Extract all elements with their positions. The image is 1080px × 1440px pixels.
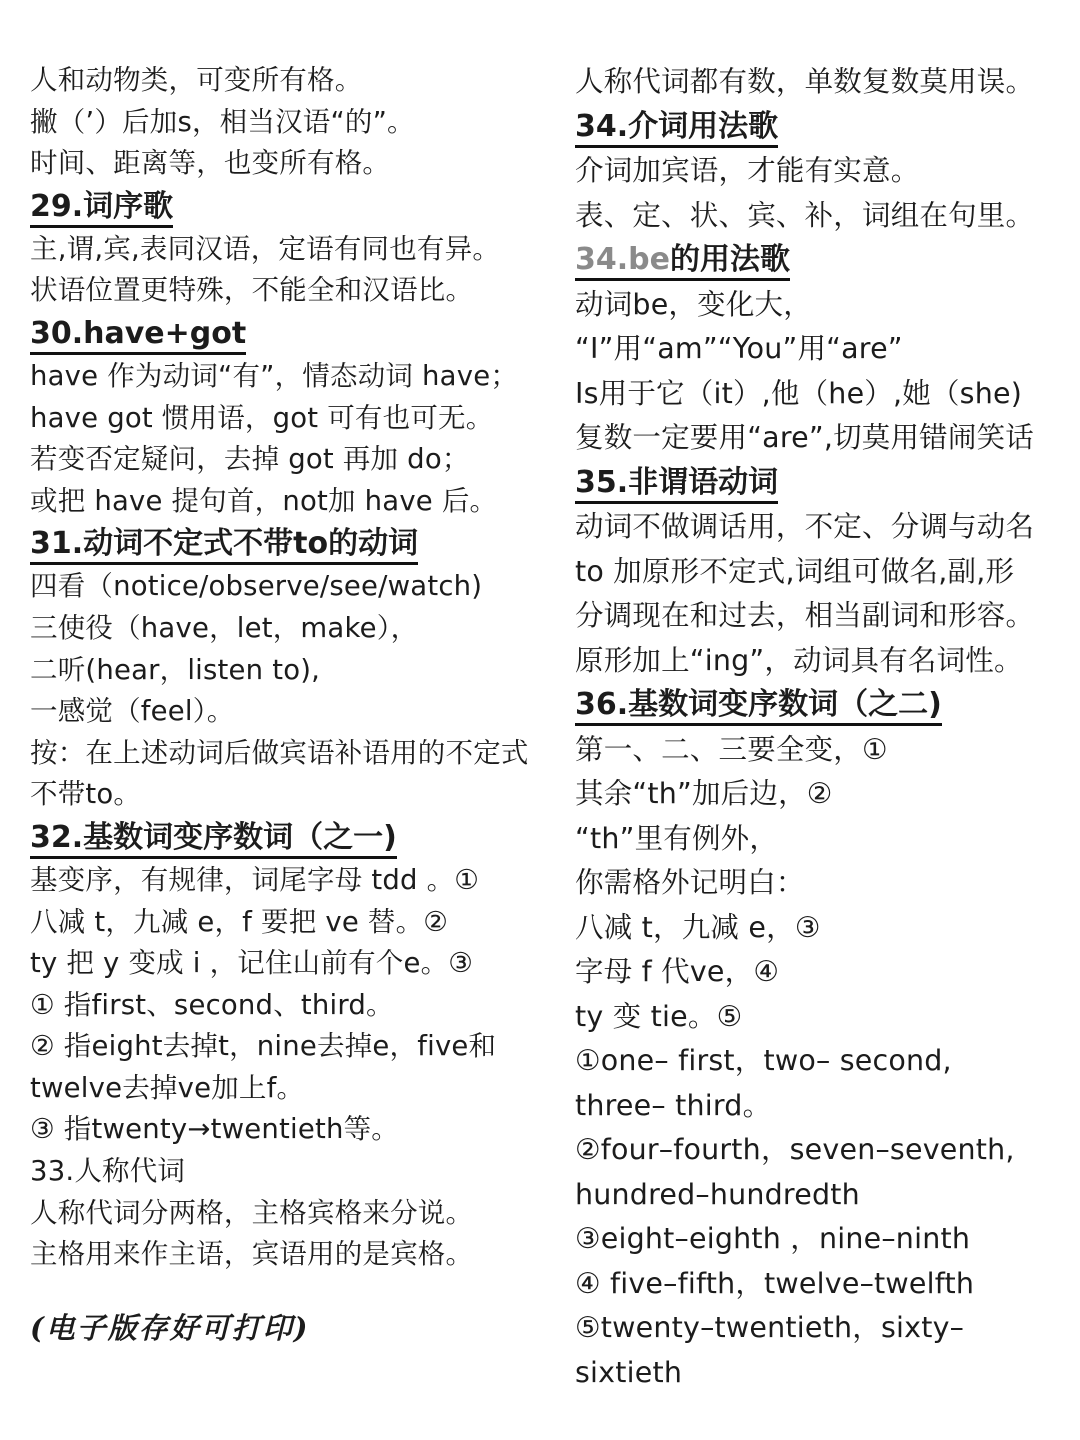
text-line: 33.人称代词 <box>30 1155 186 1188</box>
text-line: 动词be，变化大， <box>575 287 812 321</box>
text-line: 第一、二、三要全变，① <box>575 732 888 766</box>
section-heading-text: 31.动词不定式不带to的动词 <box>30 526 418 565</box>
text-line: 主,谓,宾,表同汉语，定语有同也有异。 <box>30 232 501 265</box>
text-line: 一感觉（feel）。 <box>30 695 235 728</box>
text-line: 状语位置更特殊，不能全和汉语比。 <box>30 274 474 307</box>
text-line: have 作为动词“有”，情态动词 have； <box>30 359 519 392</box>
text-line: 四看（notice/observe/see/watch) <box>30 570 483 603</box>
right-lines <box>575 60 1080 1395</box>
text-line: 主格用来作主语，宾语用的是宾格。 <box>30 1238 474 1271</box>
text-line: 其余“th”加后边，② <box>575 777 833 810</box>
text-line: to 加原形不定式,词组可做名,副,形 <box>575 554 1015 588</box>
section-heading-text: 35.非谓语动词 <box>575 465 778 504</box>
text-line: 你需格外记明白： <box>575 866 805 899</box>
text-line: “th”里有例外， <box>575 821 779 855</box>
text-line: Is用于它（it）,他（he）,她（she) <box>575 376 1023 410</box>
text-line: 表、定、状、宾、补，词组在句里。 <box>575 198 1035 232</box>
text-line: ⑤twenty–twentieth，sixty– <box>575 1311 965 1344</box>
section-heading <box>575 683 1080 728</box>
section-heading-prefix: 34.be <box>575 242 670 277</box>
left-column <box>30 60 570 1350</box>
section-heading-text: 30.have+got <box>30 316 246 355</box>
text-line: ④ five–fifth，twelve–twelfth <box>575 1266 975 1300</box>
text-line: 若变否定疑问，去掉 got 再加 do； <box>30 443 470 476</box>
text-line: 动词不做调话用，不定、分调与动名 <box>575 510 1035 543</box>
text-line: ② 指eight去掉t，nine去掉e，five和 <box>30 1030 497 1063</box>
section-heading-text: 32.基数词变序数词（之一) <box>30 820 397 859</box>
text-line: have got 惯用语，got 可有也可无。 <box>30 401 494 434</box>
text-line: hundred–hundredth <box>575 1177 860 1211</box>
text-line: 或把 have 提句首，not加 have 后。 <box>30 484 498 517</box>
text-line: 介词加宾语，才能有实意。 <box>575 154 920 187</box>
section-heading <box>30 312 570 356</box>
text-line: ③ 指twenty→twentieth等。 <box>30 1113 399 1146</box>
section-heading <box>30 522 570 566</box>
text-line: 八减 t，九减 e，f 要把 ve 替。② <box>30 905 449 938</box>
text-line: 人和动物类，可变所有格。 <box>30 64 363 96</box>
text-line: twelve去掉ve加上f。 <box>30 1071 305 1104</box>
section-heading-text: 29.词序歌 <box>30 189 173 228</box>
text-line: “I”用“am”“You”用“are” <box>575 332 903 365</box>
text-line: 按：在上述动词后做宾语补语用的不定式 <box>30 736 529 769</box>
text-line: 不带to。 <box>30 778 142 811</box>
text-line: 三使役（have，let，make）， <box>30 611 419 644</box>
text-line: 撇（’）后加s，相当汉语“的”。 <box>30 105 415 138</box>
text-line: ①one– first，two– second, <box>575 1044 952 1077</box>
section-heading <box>575 461 1080 506</box>
text-line: 分调现在和过去，相当副词和形容。 <box>575 599 1035 632</box>
section-heading <box>575 238 1080 283</box>
text-line: ②four–fourth，seven–seventh, <box>575 1133 1015 1166</box>
text-line: 原形加上“ing”，动词具有名词性。 <box>575 643 1023 677</box>
text-line: 字母 f 代ve，④ <box>575 955 780 988</box>
text-line: three– third。 <box>575 1088 772 1122</box>
text-line: 二听(hear，listen to), <box>30 653 321 686</box>
section-heading-text: 34.介词用法歌 <box>575 109 778 148</box>
section-heading <box>30 816 570 860</box>
section-heading <box>30 185 570 229</box>
section-heading-text <box>575 242 790 281</box>
text-line: 复数一定要用“are”,切莫用错闹笑话 <box>575 421 1034 454</box>
text-line: 时间、距离等，也变所有格。 <box>30 147 391 180</box>
text-line: 八减 t，九减 e，③ <box>575 910 821 944</box>
text-line: ① 指first、second、third。 <box>30 988 394 1021</box>
section-heading-text: 36.基数词变序数词（之二) <box>575 687 942 726</box>
left-lines <box>30 60 570 1276</box>
text-line: ty 变 tie。⑤ <box>575 999 743 1033</box>
text-line: ③eight–eighth ，nine–ninth <box>575 1222 971 1255</box>
text-line: sixtieth <box>575 1355 683 1389</box>
section-heading-title: 的用法歌 <box>669 242 790 277</box>
text-line: 人称代词分两格，主格宾格来分说。 <box>30 1196 474 1229</box>
text-line: 基变序，有规律，词尾字母 tdd 。① <box>30 863 480 896</box>
text-line: 人称代词都有数，单数复数莫用误。 <box>575 65 1035 98</box>
print-note: (电子版存好可打印) <box>30 1310 310 1345</box>
text-line: ty 把 y 变成 i ，记住山前有个e。③ <box>30 947 474 980</box>
spacer <box>30 1276 570 1306</box>
right-column <box>575 60 1080 1395</box>
section-heading <box>575 105 1080 150</box>
